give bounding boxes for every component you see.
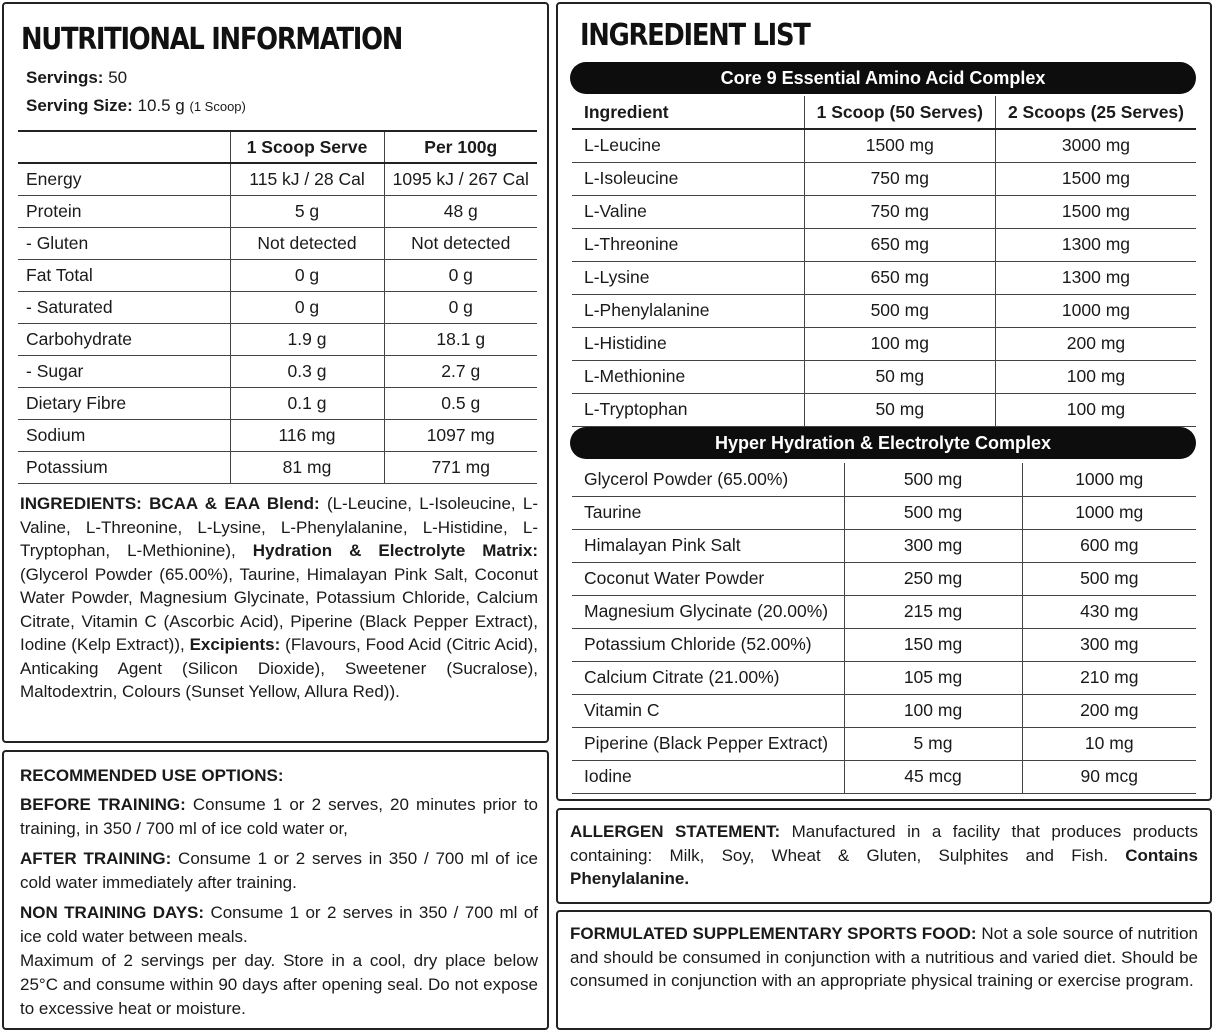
nutrition-row-cell: - Saturated xyxy=(18,291,230,323)
amino-row-cell: 100 mg xyxy=(995,360,1196,393)
amino-row-cell: 750 mg xyxy=(804,195,995,228)
hydration-complex-heading: Hyper Hydration & Electrolyte Complex xyxy=(570,427,1196,459)
ingredients-text-blend: (L-Leucine, L-Isoleucine, L-Valine, L-Threonine, L-Lysine, L-Phenylalanine, L-Histidine, L-Tryptophan, L-Methionine), xyxy=(20,494,538,560)
formulated-paragraph xyxy=(570,922,1198,993)
hydration-row-cell: 500 mg xyxy=(844,463,1022,496)
hydration-row-cell: Glycerol Powder (65.00%) xyxy=(572,463,844,496)
nutrition-row-cell: 5 g xyxy=(230,195,384,227)
amino-row-cell: L-Threonine xyxy=(572,228,804,261)
formulated-label: FORMULATED SUPPLEMENTARY SPORTS FOOD: xyxy=(570,924,977,943)
nutrition-row xyxy=(18,451,537,483)
after-training-paragraph xyxy=(20,847,538,895)
hydration-row-cell: Potassium Chloride (52.00%) xyxy=(572,628,844,661)
nutrition-row-cell: 0 g xyxy=(384,259,537,291)
nutrition-row-cell: Carbohydrate xyxy=(18,323,230,355)
nutrition-row-cell: Not detected xyxy=(230,227,384,259)
serving-size-label: Serving Size: xyxy=(26,96,133,115)
hydration-row xyxy=(572,694,1196,727)
servings-value: 50 xyxy=(108,68,128,87)
non-training-text: Consume 1 or 2 serves in 350 / 700 ml of ice cold water between meals. xyxy=(20,903,539,946)
amino-acid-table xyxy=(572,96,1196,427)
nutrition-header-scoop: 1 Scoop Serve xyxy=(230,131,384,163)
hydration-row xyxy=(572,727,1196,760)
amino-row-cell: 1300 mg xyxy=(995,228,1196,261)
hydration-row-cell: 200 mg xyxy=(1022,694,1196,727)
amino-row xyxy=(572,261,1196,294)
nutrition-row-cell: 2.7 g xyxy=(384,355,537,387)
hydration-row-cell: 500 mg xyxy=(1022,562,1196,595)
amino-row xyxy=(572,195,1196,228)
amino-row-cell: 50 mg xyxy=(804,393,995,426)
nutrition-row-cell: 1.9 g xyxy=(230,323,384,355)
amino-row-cell: L-Tryptophan xyxy=(572,393,804,426)
ingredients-label-blend: INGREDIENTS: BCAA & EAA Blend: xyxy=(20,494,320,513)
amino-row-cell: 1500 mg xyxy=(995,195,1196,228)
hydration-row-cell: 5 mg xyxy=(844,727,1022,760)
hydration-row xyxy=(572,496,1196,529)
amino-row-cell: 50 mg xyxy=(804,360,995,393)
nutrition-table xyxy=(18,130,537,484)
servings-label: Servings: xyxy=(26,68,104,87)
ingredients-label-excipients: Excipients: xyxy=(189,635,281,654)
ingredient-list-title: INGREDIENT LIST xyxy=(580,18,810,53)
hydration-row xyxy=(572,628,1196,661)
amino-row-cell: 750 mg xyxy=(804,162,995,195)
hydration-row-cell: Magnesium Glycinate (20.00%) xyxy=(572,595,844,628)
nutrition-row-cell: 1097 mg xyxy=(384,419,537,451)
before-training-text: Consume 1 or 2 serves, 20 minutes prior to training, in 350 / 700 ml of ice cold water or, xyxy=(20,795,538,838)
hydration-table xyxy=(572,463,1196,794)
hydration-row-cell: Coconut Water Powder xyxy=(572,562,844,595)
recommended-heading-text: RECOMMENDED USE OPTIONS: xyxy=(20,766,284,785)
nutrition-row-cell: - Gluten xyxy=(18,227,230,259)
ingredients-text-excipients: (Flavours, Food Acid (Citric Acid), Anticaking Agent (Silicon Dioxide), Sweetener (Sucralose), Maltodextrin, Colours (Sunset Yellow, Allura Red)). xyxy=(20,635,538,701)
amino-row-cell: L-Methionine xyxy=(572,360,804,393)
hydration-row-cell: Taurine xyxy=(572,496,844,529)
nutritional-information-panel xyxy=(2,2,549,743)
amino-row-cell: 500 mg xyxy=(804,294,995,327)
amino-row-cell: 650 mg xyxy=(804,228,995,261)
amino-row xyxy=(572,327,1196,360)
allergen-paragraph xyxy=(570,820,1198,891)
nutrition-row-cell: Fat Total xyxy=(18,259,230,291)
before-training-label: BEFORE TRAINING: xyxy=(20,795,186,814)
nutrition-row-cell: Dietary Fibre xyxy=(18,387,230,419)
hydration-row xyxy=(572,562,1196,595)
hydration-row-cell: Piperine (Black Pepper Extract) xyxy=(572,727,844,760)
amino-row-cell: 650 mg xyxy=(804,261,995,294)
ingredient-header-row xyxy=(572,96,1196,129)
ingredient-list-panel xyxy=(556,2,1212,801)
ingredient-header-two-scoops: 2 Scoops (25 Serves) xyxy=(995,96,1196,129)
amino-row-cell: L-Histidine xyxy=(572,327,804,360)
nutrition-row-cell: 18.1 g xyxy=(384,323,537,355)
amino-row-cell: 1500 mg xyxy=(995,162,1196,195)
allergen-label: ALLERGEN STATEMENT: xyxy=(570,822,781,841)
amino-row-cell: 1000 mg xyxy=(995,294,1196,327)
hydration-row-cell: 150 mg xyxy=(844,628,1022,661)
nutrition-row xyxy=(18,323,537,355)
hydration-row-cell: 300 mg xyxy=(1022,628,1196,661)
after-training-label: AFTER TRAINING: xyxy=(20,849,172,868)
amino-row-cell: 100 mg xyxy=(804,327,995,360)
ingredient-header-name: Ingredient xyxy=(572,96,804,129)
formulated-panel xyxy=(556,910,1212,1030)
hydration-row-cell: 215 mg xyxy=(844,595,1022,628)
hydration-row-cell: Vitamin C xyxy=(572,694,844,727)
nutrition-row-cell: 116 mg xyxy=(230,419,384,451)
allergen-contains: Contains Phenylalanine. xyxy=(570,845,1198,888)
nutrition-header-100g: Per 100g xyxy=(384,131,537,163)
nutrition-row-cell: - Sugar xyxy=(18,355,230,387)
amino-row-cell: L-Valine xyxy=(572,195,804,228)
nutrition-row-cell: Sodium xyxy=(18,419,230,451)
amino-row xyxy=(572,294,1196,327)
hydration-row-cell: Himalayan Pink Salt xyxy=(572,529,844,562)
nutrition-header-row xyxy=(18,131,537,163)
nutrition-row-cell: Energy xyxy=(18,163,230,195)
ingredient-header-one-scoop: 1 Scoop (50 Serves) xyxy=(804,96,995,129)
serving-size-note: (1 Scoop) xyxy=(189,99,246,114)
after-training-text: Consume 1 or 2 serves in 350 / 700 ml of ice cold water immediately after training. xyxy=(20,849,538,892)
non-training-paragraph xyxy=(20,901,538,949)
nutrition-title: NUTRITIONAL INFORMATION xyxy=(21,22,403,57)
nutrition-row xyxy=(18,195,537,227)
nutrition-row-cell: Not detected xyxy=(384,227,537,259)
amino-row-cell: 1500 mg xyxy=(804,129,995,162)
allergen-panel xyxy=(556,808,1212,904)
ingredients-label-hydration: Hydration & Electrolyte Matrix: xyxy=(252,541,538,560)
nutrition-header-name xyxy=(18,131,230,163)
hydration-row-cell: 250 mg xyxy=(844,562,1022,595)
nutrition-row xyxy=(18,355,537,387)
serving-size-line xyxy=(26,96,246,116)
formulated-text: Not a sole source of nutrition and should be consumed in conjunction with a nutritious and varied diet. Should be consumed in conjunction with an appropriate physical training or exercise program. xyxy=(570,924,1198,990)
hydration-row-cell: 500 mg xyxy=(844,496,1022,529)
serving-size-value: 10.5 g xyxy=(137,96,185,115)
hydration-row-cell: 430 mg xyxy=(1022,595,1196,628)
nutrition-row-cell: 0.3 g xyxy=(230,355,384,387)
ingredients-text-hydration: (Glycerol Powder (65.00%), Taurine, Himalayan Pink Salt, Coconut Water Powder, Magnesium Glycinate, Potassium Chloride, Calcium Citrate, Vitamin C (Ascorbic Acid), Piperine (Black Pepper Extract), Iodine (Kelp Extract)), xyxy=(20,564,538,654)
nutrition-row xyxy=(18,291,537,323)
hydration-row-cell: 10 mg xyxy=(1022,727,1196,760)
amino-row-cell: 200 mg xyxy=(995,327,1196,360)
servings-line xyxy=(26,68,127,88)
nutrition-row xyxy=(18,163,537,195)
nutrition-row xyxy=(18,259,537,291)
recommended-use-panel xyxy=(2,750,549,1030)
amino-row-cell: L-Phenylalanine xyxy=(572,294,804,327)
before-training-paragraph xyxy=(20,793,538,841)
amino-row-cell: L-Leucine xyxy=(572,129,804,162)
nutrition-row xyxy=(18,227,537,259)
nutrition-row-cell: Protein xyxy=(18,195,230,227)
hydration-row-cell: 105 mg xyxy=(844,661,1022,694)
hydration-row-cell: 1000 mg xyxy=(1022,463,1196,496)
storage-paragraph: Maximum of 2 servings per day. Store in a cool, dry place below 25°C and consume within 90 days after opening seal. Do not expose to excessive heat or moisture. xyxy=(20,951,538,1018)
amino-row xyxy=(572,360,1196,393)
amino-row-cell: 1300 mg xyxy=(995,261,1196,294)
amino-row-cell: L-Lysine xyxy=(572,261,804,294)
hydration-row-cell: 210 mg xyxy=(1022,661,1196,694)
hydration-row xyxy=(572,463,1196,496)
hydration-row-cell: 100 mg xyxy=(844,694,1022,727)
hydration-row xyxy=(572,760,1196,793)
hydration-row-cell: 90 mcg xyxy=(1022,760,1196,793)
nutrition-row-cell: 0.1 g xyxy=(230,387,384,419)
amino-row-cell: L-Isoleucine xyxy=(572,162,804,195)
nutrition-row xyxy=(18,419,537,451)
recommended-heading xyxy=(20,764,538,788)
nutrition-row-cell: 48 g xyxy=(384,195,537,227)
nutrition-row-cell: 0 g xyxy=(230,259,384,291)
nutrition-row-cell: Potassium xyxy=(18,451,230,483)
nutrition-row xyxy=(18,387,537,419)
amino-row xyxy=(572,228,1196,261)
hydration-row-cell: 300 mg xyxy=(844,529,1022,562)
nutrition-row-cell: 0 g xyxy=(384,291,537,323)
nutrition-row-cell: 115 kJ / 28 Cal xyxy=(230,163,384,195)
ingredients-paragraph xyxy=(20,492,538,704)
non-training-label: NON TRAINING DAYS: xyxy=(20,903,205,922)
hydration-row-cell: 1000 mg xyxy=(1022,496,1196,529)
nutrition-row-cell: 0 g xyxy=(230,291,384,323)
nutrition-row-cell: 0.5 g xyxy=(384,387,537,419)
amino-row xyxy=(572,393,1196,426)
hydration-row xyxy=(572,595,1196,628)
nutrition-row-cell: 1095 kJ / 267 Cal xyxy=(384,163,537,195)
amino-complex-heading: Core 9 Essential Amino Acid Complex xyxy=(570,62,1196,94)
hydration-row-cell: Calcium Citrate (21.00%) xyxy=(572,661,844,694)
allergen-text: Manufactured in a facility that produces products containing: Milk, Soy, Wheat & Gluten, Sulphites and Fish. xyxy=(570,822,1198,865)
amino-row-cell: 100 mg xyxy=(995,393,1196,426)
hydration-row-cell: 45 mcg xyxy=(844,760,1022,793)
nutrition-row-cell: 81 mg xyxy=(230,451,384,483)
nutrition-row-cell: 771 mg xyxy=(384,451,537,483)
hydration-row xyxy=(572,661,1196,694)
hydration-row xyxy=(572,529,1196,562)
amino-row xyxy=(572,129,1196,162)
amino-row-cell: 3000 mg xyxy=(995,129,1196,162)
hydration-row-cell: Iodine xyxy=(572,760,844,793)
amino-row xyxy=(572,162,1196,195)
hydration-row-cell: 600 mg xyxy=(1022,529,1196,562)
